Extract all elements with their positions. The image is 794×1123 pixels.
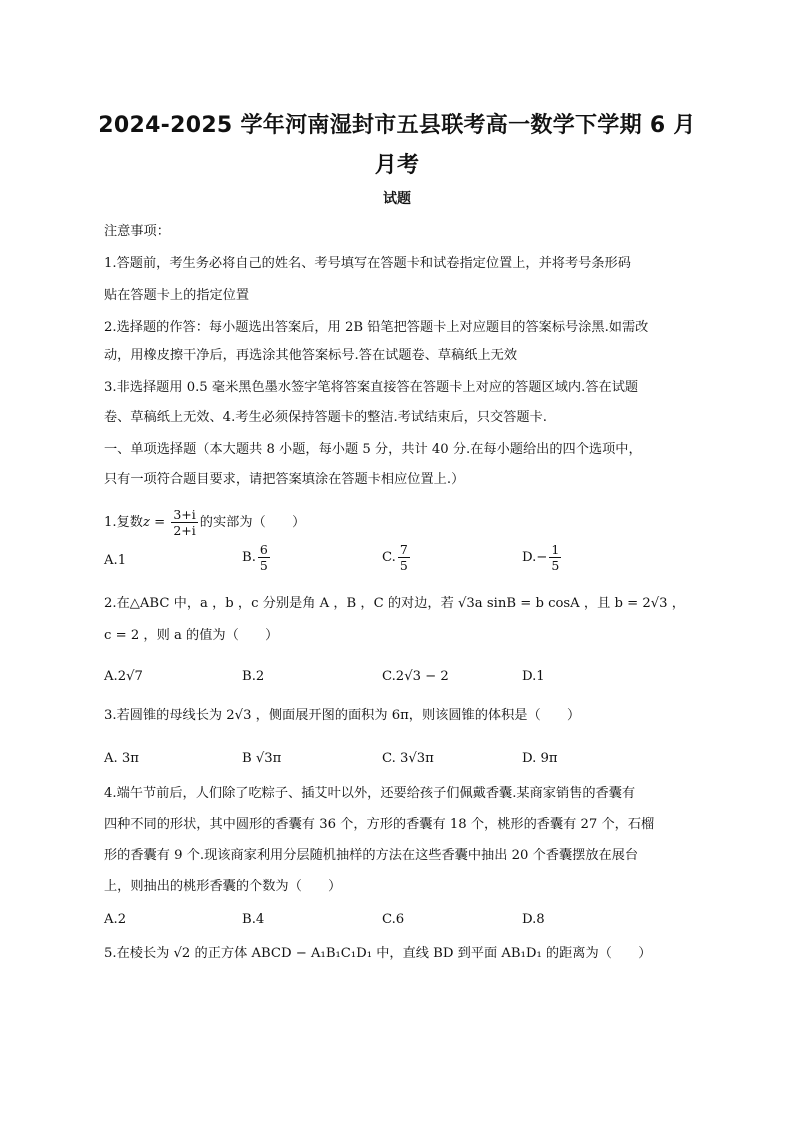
question-4-stem-line-3: 形的香囊有 9 个.现该商家利用分层随机抽样的方法在这些香囊中抽出 20 个香囊摆放在展台 (104, 848, 639, 863)
question-4-option-d: D.8 (522, 912, 545, 927)
question-1-option-b-label: B. (242, 550, 256, 565)
page-subtitle: 试题 (383, 191, 411, 207)
question-1-option-c-label: C. (382, 550, 396, 565)
question-2-stem-line-1: 2.在△ABC 中，a ，b ，c 分别是角 A ，B ，C 的对边，若 √3a sinB = b cosA ，且 b = 2√3 ， (104, 596, 685, 611)
question-2-stem-line-2: c = 2 ，则 a 的值为（ ） (104, 628, 279, 643)
question-3-option-c: C. 3√3π (382, 751, 434, 766)
question-2-option-b: B.2 (242, 669, 265, 684)
question-2-option-c: C.2√3 − 2 (382, 669, 449, 684)
question-2-option-d: D.1 (522, 669, 545, 684)
section-1-heading-line-2: 只有一项符合题目要求，请把答案填涂在答题卡相应位置上.） (104, 472, 465, 487)
question-4-stem-line-1: 4.端午节前后，人们除了吃粽子、插艾叶以外，还要给孩子们佩戴香囊.某商家销售的香囊有 (104, 786, 636, 801)
question-3-option-a: A. 3π (104, 751, 139, 766)
question-3-option-d: D. 9π (522, 751, 558, 766)
question-1-variable: z (142, 515, 150, 530)
question-1-option-d-denominator: 5 (551, 558, 560, 573)
question-3-stem: 3.若圆锥的母线长为 2√3 ，侧面展开图的面积为 6π，则该圆锥的体积是（ ） (104, 708, 581, 723)
notice-heading: 注意事项： (104, 224, 170, 239)
notice-item-1-line-2: 贴在答题卡上的指定位置 (104, 288, 250, 303)
question-1-option-b (242, 542, 272, 573)
question-4-option-a: A.2 (104, 912, 127, 927)
question-1-option-c-denominator: 5 (399, 558, 408, 573)
question-1-prefix: 1.复数 (104, 515, 143, 530)
question-1-option-d-fraction (549, 542, 561, 573)
notice-item-3-line-1: 3.非选择题用 0.5 毫米黑色墨水签字笔将答案直接答在答题卡上对应的答题区域内.答在试题 (104, 380, 639, 395)
question-1-option-b-numerator: 6 (259, 542, 268, 557)
question-1-option-c (382, 542, 412, 573)
notice-item-1-line-1: 1.答题前，考生务必将自己的姓名、考号填写在答题卡和试卷指定位置上，并将考号条形码 (104, 256, 631, 271)
question-1-fraction-numerator: 3+i (173, 507, 196, 522)
question-5-stem: 5.在棱长为 √2 的正方体 ABCD − A₁B₁C₁D₁ 中，直线 BD 到平面 AB₁D₁ 的距离为（ ） (104, 946, 652, 961)
question-1-option-d-label: D.− (522, 550, 548, 565)
question-1-option-b-fraction (258, 542, 270, 573)
question-4-option-b: B.4 (242, 912, 265, 927)
section-1-heading-line-1: 一、单项选择题（本大题共 8 小题，每小题 5 分，共计 40 分.在每小题给出的四个选项中， (104, 442, 642, 457)
question-4-option-c: C.6 (382, 912, 405, 927)
question-4-stem-line-2: 四种不同的形状，其中圆形的香囊有 36 个，方形的香囊有 18 个，桃形的香囊有 27 个，石榴 (104, 817, 655, 832)
notice-item-3-line-2: 卷、草稿纸上无效、4.考生必须保持答题卡的整洁.考试结束后，只交答题卡. (104, 410, 547, 425)
question-1-fraction (171, 507, 197, 538)
notice-item-2-line-1: 2.选择题的作答：每小题选出答案后，用 2B 铅笔把答题卡上对应题目的答案标号涂黑.如需改 (104, 320, 649, 335)
question-4-stem-line-4: 上，则抽出的桃形香囊的个数为（ ） (104, 879, 342, 894)
question-3-option-b: B √3π (242, 751, 282, 766)
question-1-option-c-numerator: 7 (399, 542, 408, 557)
question-1-option-b-denominator: 5 (259, 558, 268, 573)
question-1-option-c-fraction (398, 542, 410, 573)
question-1-equals: = (149, 515, 170, 530)
question-1-suffix: 的实部为（ ） (199, 515, 306, 530)
question-1-fraction-denominator: 2+i (173, 523, 196, 538)
question-1-option-d (522, 542, 563, 573)
notice-item-2-line-2: 动，用橡皮擦干净后，再选涂其他答案标号.答在试题卷、草稿纸上无效 (104, 348, 518, 363)
question-1-stem (104, 506, 696, 540)
page-title: 2024-2025 学年河南湿封市五县联考高一数学下学期 6 月月考 (98, 113, 696, 178)
question-2-option-a: A.2√7 (104, 669, 143, 684)
question-1-option-d-numerator: 1 (551, 542, 560, 557)
question-1-option-a: A.1 (104, 553, 127, 568)
